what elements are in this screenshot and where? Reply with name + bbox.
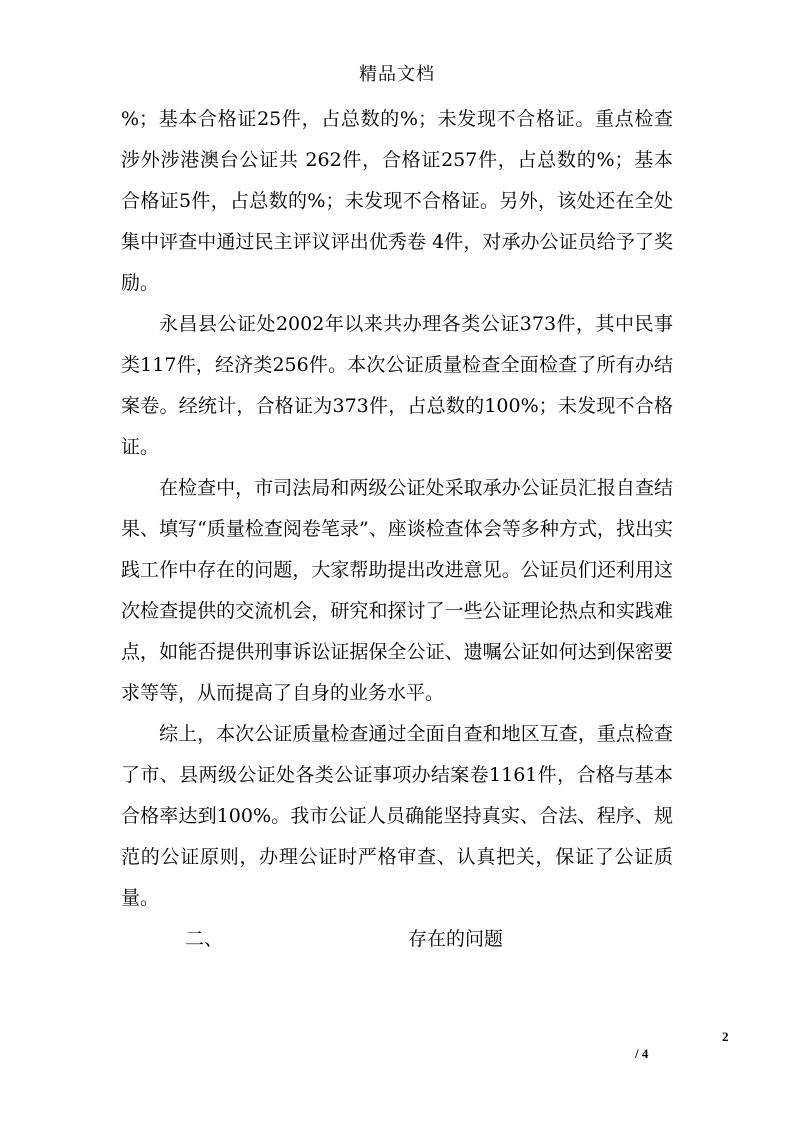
document-body xyxy=(121,99,673,960)
page-number: 2 xyxy=(722,1029,729,1044)
paragraph-continuation: %；基本合格证25件，占总数的%；未发现不合格证。重点检查涉外涉港澳台公证共 262件，合格证257件，占总数的%；基本合格证5件，占总数的%；未发现不合格证。另外，该处还在全处集中评查中通过民主评议评出优秀卷 4件，对承办公证员给予了奖励。 xyxy=(121,108,673,294)
paragraph-yongchang: 永昌县公证处2002年以来共办理各类公证373件，其中民事类117件，经济类256件。本次公证质量检查全面检查了所有办结案卷。经统计，合格证为373件，占总数的100%；未发现不合格证。 xyxy=(121,313,673,458)
page-header-title: 精品文档 xyxy=(359,64,435,85)
page-total: / 4 xyxy=(635,1046,649,1061)
section-heading xyxy=(121,919,673,960)
section-title: 存在的问题 xyxy=(408,928,504,950)
paragraph-inspection-methods: 在检查中，市司法局和两级公证处采取承办公证员汇报自查结果、填写“质量检查阅卷笔录”、座谈检查体会等多种方式，找出实践工作中存在的问题，大家帮助提出改进意见。公证员们还利用这次检查提供的交流机会，研究和探讨了一些公证理论热点和实践难点，如能否提供刑事诉讼证据保全公证、遗嘱公证如何达到保密要求等等，从而提高了自身的业务水平。 xyxy=(121,477,673,704)
paragraph-summary: 综上，本次公证质量检查通过全面自查和地区互查，重点检查了市、县两级公证处各类公证事项办结案卷1161件，合格与基本合格率达到100%。我市公证人员确能坚持真实、合法、程序、规范的公证原则，办理公证时严格审查、认真把关，保证了公证质量。 xyxy=(121,723,673,909)
section-number: 二、 xyxy=(185,928,224,950)
